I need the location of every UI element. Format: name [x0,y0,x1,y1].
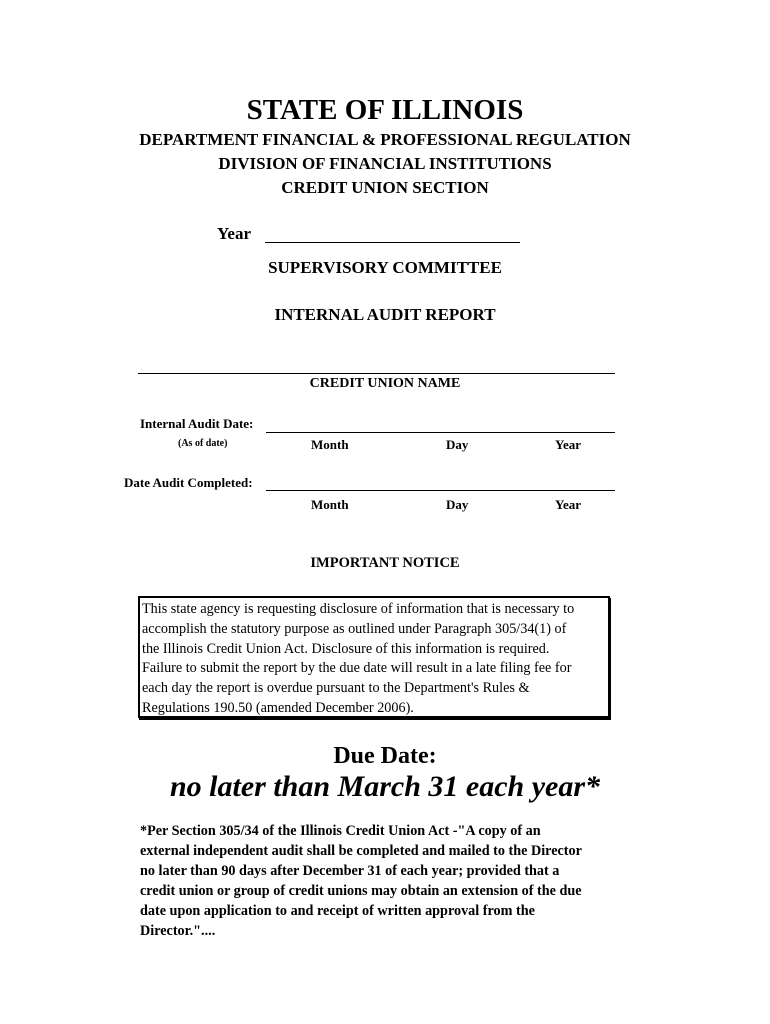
internal-audit-day-label: Day [446,437,469,452]
completed-month-label: Month [311,497,349,512]
year-field-line[interactable] [265,242,520,243]
committee-title: SUPERVISORY COMMITTEE [268,258,502,277]
notice-line: This state agency is requesting disclosure of information that is necessary to [142,601,575,617]
due-date-heading: Due Date: [333,743,437,769]
footnote-line: credit union or group of credit unions may obtain an extension of the due [140,883,582,899]
credit-union-name-label: CREDIT UNION NAME [309,376,461,391]
footnote-line: *Per Section 305/34 of the Illinois Credit Union Act -"A copy of an [140,823,541,839]
notice-line: the Illinois Credit Union Act. Disclosure of this information is required. [142,640,550,657]
notice-line: Failure to submit the report by the due date will result in a late filing fee for [142,660,572,677]
footnote-line: Director.".... [140,923,216,939]
statute-footnote [140,821,640,941]
year-label: Year [217,224,251,243]
completed-day-label: Day [446,497,469,512]
section-name: CREDIT UNION SECTION [281,178,489,197]
notice-line: accomplish the statutory purpose as outlined under Paragraph 305/34(1) of [142,620,567,637]
footnote-line: date upon application to and receipt of written approval from the [140,903,535,919]
completed-year-label: Year [555,497,581,512]
notice-line: each day the report is overdue pursuant to the Department's Rules & [142,680,530,697]
department-name: DEPARTMENT FINANCIAL & PROFESSIONAL REGULATION [139,130,631,149]
page-title: STATE OF ILLINOIS [246,94,524,126]
as-of-date-note: (As of date) [178,438,228,449]
footnote-line: external independent audit shall be completed and mailed to the Director [140,843,582,859]
division-name: DIVISION OF FINANCIAL INSTITUTIONS [218,154,552,173]
credit-union-name-line[interactable] [138,373,615,374]
due-date-deadline: no later than March 31 each year* [169,770,601,803]
internal-audit-date-line[interactable] [266,432,615,433]
internal-audit-year-label: Year [555,437,581,452]
footnote-line: no later than 90 days after December 31 of each year; provided that a [140,863,560,879]
notice-heading: IMPORTANT NOTICE [310,555,460,571]
internal-audit-date-label: Internal Audit Date: [140,416,254,431]
date-audit-completed-label: Date Audit Completed: [124,475,253,490]
internal-audit-month-label: Month [311,437,349,452]
notice-line: Regulations 190.50 (amended December 2006). [142,699,414,716]
important-notice-box [138,596,610,718]
report-title: INTERNAL AUDIT REPORT [274,305,496,324]
date-audit-completed-line[interactable] [266,490,615,491]
